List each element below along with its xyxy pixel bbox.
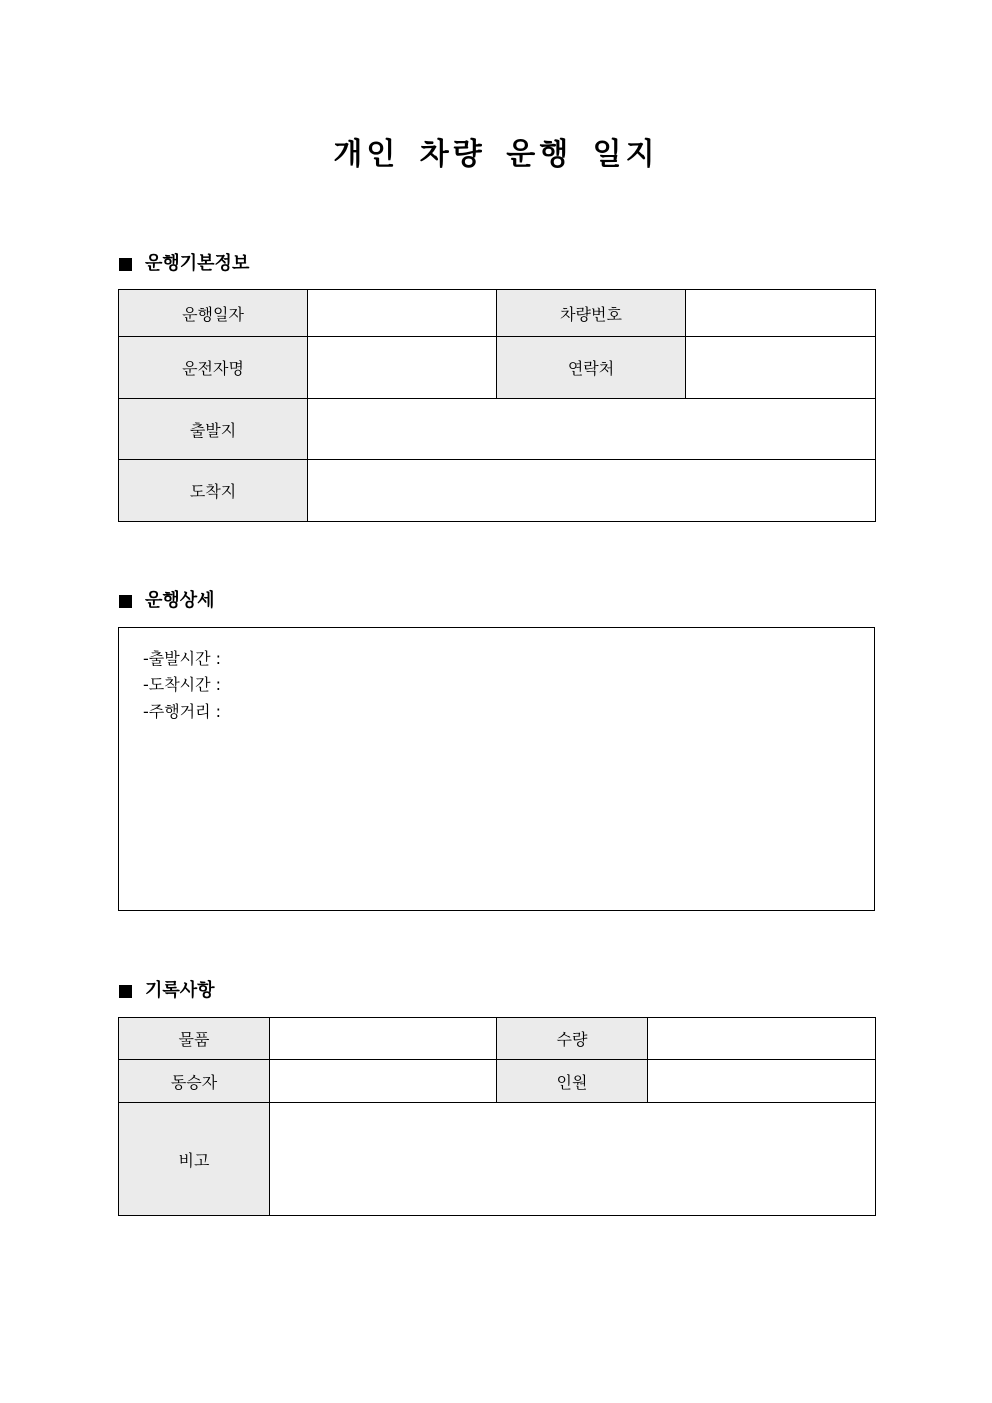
field-headcount[interactable] [648,1060,876,1103]
page-title: 개인 차량 운행 일지 [333,137,659,172]
label-passenger: 동승자 [119,1060,270,1103]
table-row [119,1060,876,1103]
table-row [119,290,876,337]
label-origin: 출발지 [119,399,308,460]
field-date[interactable] [308,290,497,337]
section-heading-basic-text: 운행기본정보 [145,253,250,274]
label-date: 운행일자 [119,290,308,337]
label-item: 물품 [119,1018,270,1060]
table-row [119,337,876,399]
detail-line-departure: -출발시간 : [143,649,222,668]
label-remarks: 비고 [119,1103,270,1216]
records-table [118,1017,876,1216]
field-remarks[interactable] [270,1103,876,1216]
section-heading-details-text: 운행상세 [145,590,215,611]
section-heading-records-text: 기록사항 [145,980,215,1001]
field-quantity[interactable] [648,1018,876,1060]
square-bullet-icon [119,258,132,271]
detail-line-arrival: -도착시간 : [143,675,222,694]
table-row [119,1018,876,1060]
table-row [119,399,876,460]
field-contact[interactable] [686,337,876,399]
section-heading-records [119,979,215,1003]
label-quantity: 수량 [497,1018,648,1060]
field-driver[interactable] [308,337,497,399]
field-destination[interactable] [308,460,876,522]
table-row [119,460,876,522]
field-origin[interactable] [308,399,876,460]
square-bullet-icon [119,595,132,608]
square-bullet-icon [119,985,132,998]
label-headcount: 인원 [497,1060,648,1103]
label-driver: 운전자명 [119,337,308,399]
table-row [119,1103,876,1216]
field-passenger[interactable] [270,1060,497,1103]
section-heading-basic [119,252,249,276]
detail-line-distance: -주행거리 : [143,702,222,721]
label-contact: 연락처 [497,337,686,399]
label-destination: 도착지 [119,460,308,522]
label-plate: 차량번호 [497,290,686,337]
field-plate[interactable] [686,290,876,337]
section-heading-details [119,589,215,613]
field-item[interactable] [270,1018,497,1060]
details-box[interactable] [118,627,875,911]
basic-info-table [118,289,876,522]
